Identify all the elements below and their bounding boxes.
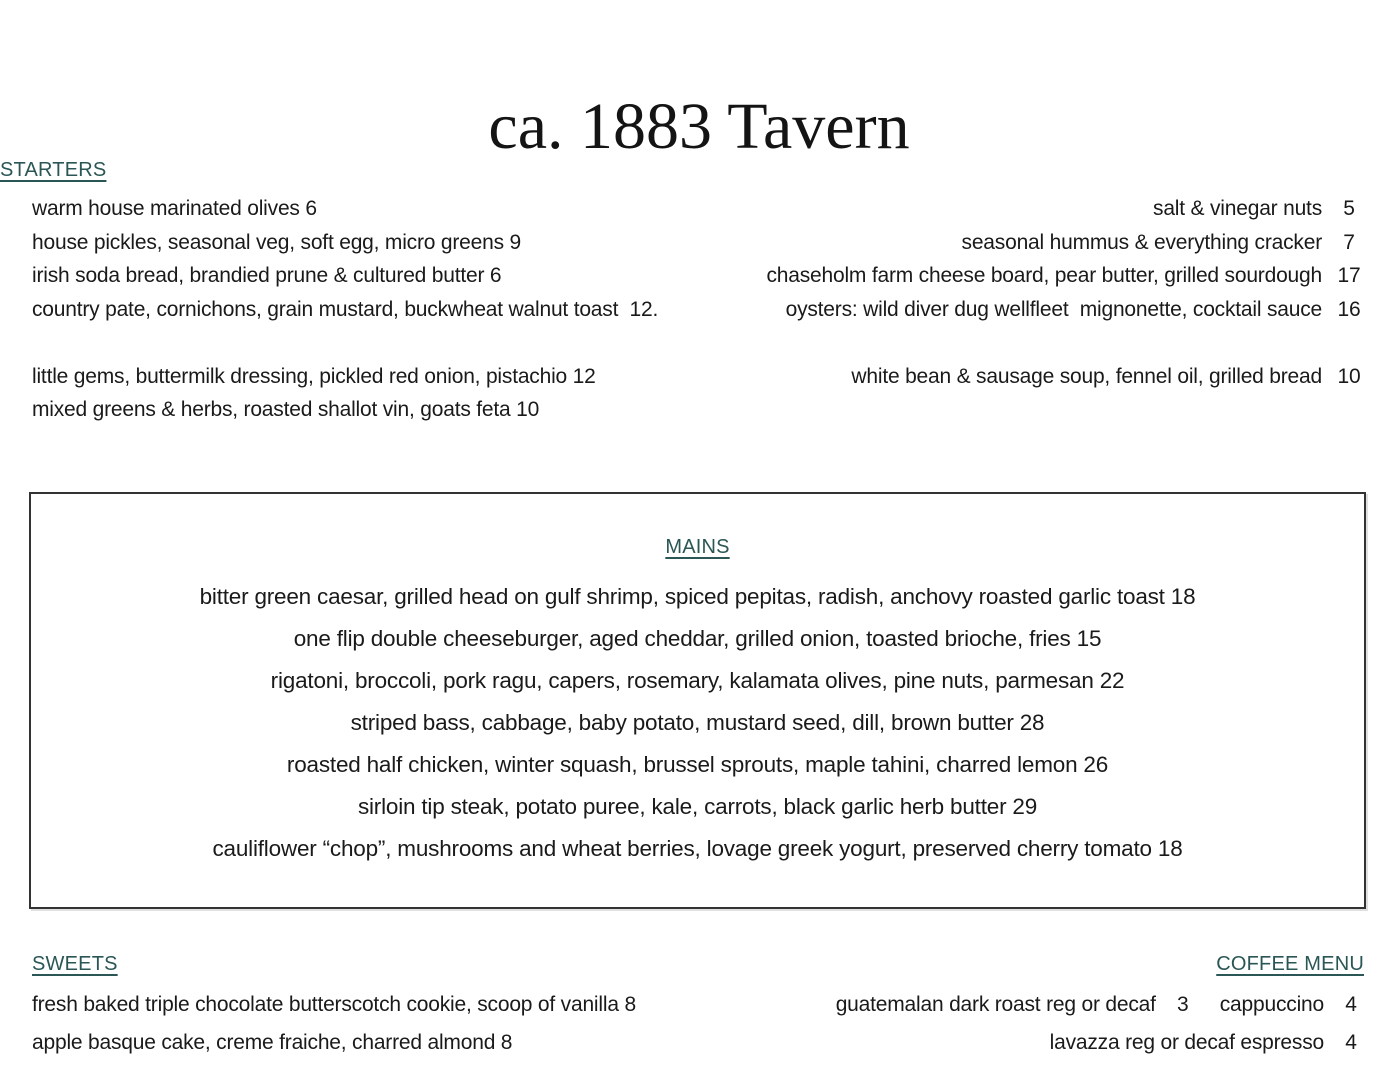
menu-item: apple basque cake, creme fraiche, charred almond 8 [32,1031,513,1054]
menu-item-price: 4 [1345,1031,1357,1054]
menu-item: white bean & sausage soup, fennel oil, grilled bread [851,364,1322,388]
menu-item: roasted half chicken, winter squash, brussel sprouts, maple tahini, charred lemon 26 [286,752,1109,777]
menu-item: lavazza reg or decaf espresso [1049,1031,1324,1054]
starters-heading: STARTERS [0,159,107,181]
menu-item: warm house marinated olives 6 [32,197,317,220]
menu-item-price: 4 [1345,993,1357,1016]
coffee-section [836,952,1364,1062]
mains-heading: MAINS [665,536,730,558]
menu-item: house pickles, seasonal veg, soft egg, micro greens 9 [32,230,522,254]
starters-section [32,192,1364,427]
menu-item: striped bass, cabbage, baby potato, mustard seed, dill, brown butter 28 [350,710,1045,735]
menu-item-row [836,986,1364,1024]
menu-item: salt & vinegar nuts [1153,197,1322,220]
blank-line [32,326,658,360]
menu-item: mixed greens & herbs, roasted shallot vin, goats feta 10 [32,398,540,421]
mains-section [29,492,1366,909]
menu-item-row [836,1024,1364,1062]
menu-item-row [658,360,1364,394]
sweets-section [32,952,636,1062]
menu-item: fresh baked triple chocolate butterscotch cookie, scoop of vanilla 8 [32,993,636,1016]
menu-item: oysters: wild diver dug wellfleet mignonette, cocktail sauce [785,297,1322,321]
starters-left-column [32,192,658,427]
menu-item-price: 5 [1343,197,1355,220]
menu-item-price: 3 [1177,993,1189,1016]
menu-item-price: 10 [1337,364,1361,388]
menu-item: irish soda bread, brandied prune & cultured butter 6 [32,264,502,287]
menu-item-row [658,293,1364,327]
menu-item: rigatoni, broccoli, pork ragu, capers, rosemary, kalamata olives, pine nuts, parmesan 22 [270,668,1125,693]
menu-item-row [658,259,1364,293]
menu-item: seasonal hummus & everything cracker [961,230,1322,254]
coffee-menu-heading: COFFEE MENU [1216,953,1364,975]
menu-item-row [658,226,1364,260]
menu-item: cappuccino [1219,993,1324,1016]
starters-right-column [658,192,1364,427]
menu-item: cauliflower “chop”, mushrooms and wheat berries, lovage greek yogurt, preserved cherry tomato 18 [212,836,1183,861]
menu-item-row [658,192,1364,226]
menu-item-price: 16 [1337,297,1361,321]
menu-item: bitter green caesar, grilled head on gulf shrimp, spiced pepitas, radish, anchovy roasted garlic toast 18 [199,584,1196,609]
menu-item-price: 17 [1337,264,1361,287]
menu-item: sirloin tip steak, potato puree, kale, carrots, black garlic herb butter 29 [357,794,1038,819]
sweets-heading: SWEETS [32,953,118,975]
blank-line [658,326,1364,360]
menu-item: country pate, cornichons, grain mustard, buckwheat walnut toast 12. [32,297,659,321]
menu-item: little gems, buttermilk dressing, pickled red onion, pistachio 12 [32,364,596,388]
restaurant-title: ca. 1883 Tavern [488,90,910,164]
menu-item: one flip double cheeseburger, aged cheddar, grilled onion, toasted brioche, fries 15 [293,626,1102,651]
menu-item: guatemalan dark roast reg or decaf [835,993,1156,1016]
mains-list [31,576,1364,870]
menu-item-price: 7 [1343,230,1355,254]
menu-item: chaseholm farm cheese board, pear butter, grilled sourdough [766,264,1322,287]
